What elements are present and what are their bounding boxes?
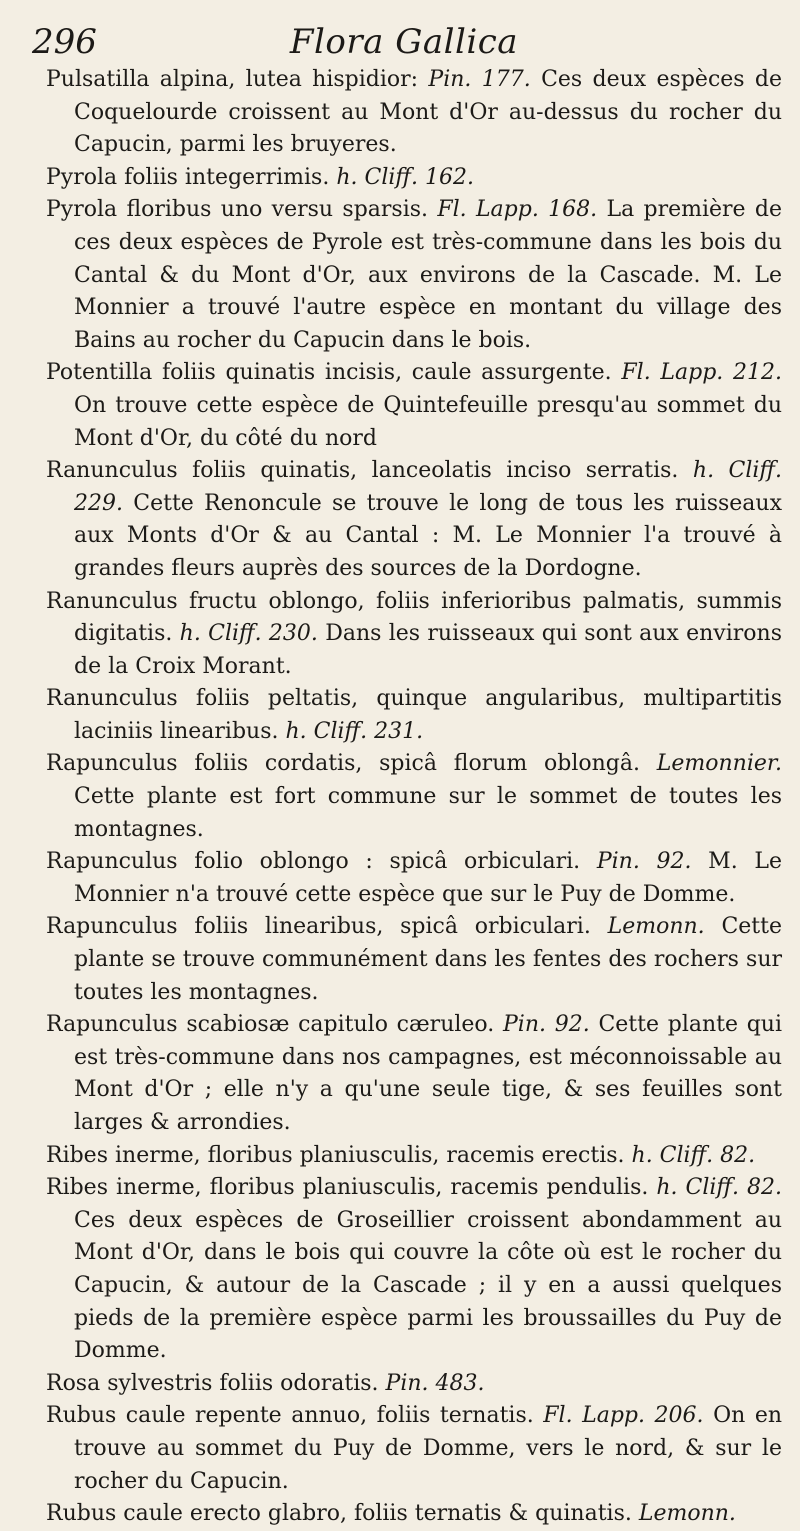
description: M. Le Monnier n'a trouvé cette espèce que sur le Puy de Domme. <box>74 849 782 907</box>
description: Cette plante est fort commune sur le sommet de toutes les montagnes. <box>74 784 782 842</box>
reference: Pin. 483. <box>385 1370 485 1396</box>
plant-name: Ribes inerme, floribus planiusculis, racemis erectis. <box>46 1142 625 1168</box>
description: Cette plante se trouve communément dans les fentes des rochers sur toutes les montagnes. <box>74 914 782 1005</box>
plant-name: Rapunculus foliis cordatis, spicâ florum oblongâ. <box>46 751 640 777</box>
plant-name: Pyrola foliis integerrimis. <box>46 164 330 190</box>
reference: h. Cliff. 82. <box>631 1142 756 1168</box>
description: Dans les ruisseaux qui sont aux environs de la Croix Morant. <box>74 621 782 679</box>
description: Cette plante qui est très-commune dans nos campagnes, est méconnoissable au Mont d'Or ; elle n'y a qu'une seule tige, & ses feuilles sont larges & arrondies. <box>74 1012 783 1135</box>
plant-name: Pulsatilla alpina, lutea hispidior: <box>46 67 419 92</box>
description: Cette Renoncule se trouve le long de tous les ruisseaux aux Monts d'Or & au Cantal : M. Le Monnier l'a trouvé à grandes fleurs auprès des sources de la Dordogne. <box>74 490 782 581</box>
reference: Lemonnier. <box>656 751 782 777</box>
list-item <box>46 846 782 911</box>
reference: Lemonn. <box>607 914 705 940</box>
list-item <box>46 683 782 748</box>
description: On en trouve au sommet du Puy de Domme, vers le nord, & sur le rocher du Capucin. <box>74 1403 783 1494</box>
page-number: 296 <box>32 22 97 62</box>
description: Ces deux espèces de Coquelourde croissent au Mont d'Or au-dessus du rocher du Capucin, parmi les bruyeres. <box>74 67 782 158</box>
description: Ces deux espèces de Groseillier croissent abondamment au Mont d'Or, dans le bois qui couvre la côte où est le rocher du Capucin, & autour de la Cascade ; il y en a aussi quelques pieds de la première espèce parmi les broussailles du Puy de Domme. <box>74 1207 782 1364</box>
reference: Fl. Lapp. 206. <box>543 1403 704 1429</box>
description: La première de ces deux espèces de Pyrole est très-commune dans les bois du Cantal & du Mont d'Or, aux environs de la Cascade. M. Le Monnier a trouvé l'autre espèce en montant du village des Bains au rocher du Capucin dans le bois. <box>74 197 782 353</box>
reference: Pin. 92. <box>596 849 692 875</box>
list-item <box>46 1140 782 1173</box>
list-item <box>46 586 782 684</box>
running-title: Flora Gallica <box>289 22 519 62</box>
plant-name: Rapunculus scabiosæ capitulo cæruleo. <box>46 1012 495 1038</box>
list-item <box>46 455 782 585</box>
list-item <box>46 1009 782 1139</box>
plant-name: Ranunculus fructu oblongo, foliis inferioribus palmatis, summis digitatis. <box>46 588 782 647</box>
list-item <box>46 1172 782 1368</box>
reference: Lemonn. <box>638 1501 736 1527</box>
plant-name: Rubus caule erecto glabro, foliis ternatis & quinatis. <box>46 1501 632 1527</box>
list-item <box>46 911 782 1009</box>
list-item <box>46 64 782 162</box>
list-item <box>46 194 782 357</box>
plant-name: Rosa sylvestris foliis odoratis. <box>46 1370 379 1396</box>
list-item <box>46 1368 782 1401</box>
reference: Fl. Lapp. 168. <box>437 197 598 223</box>
plant-name: Rapunculus folio oblongo : spicâ orbiculari. <box>46 849 581 875</box>
plant-name: Rubus caule repente annuo, foliis ternatis. <box>46 1403 534 1429</box>
reference: h. Cliff. 229. <box>74 458 783 516</box>
reference: h. Cliff. 231. <box>285 718 424 744</box>
reference: h. Cliff. 230. <box>179 621 318 647</box>
reference: Fl. Lapp. 212. <box>621 360 782 386</box>
description: On trouve cette espèce de Quintefeuille presqu'au sommet du Mont d'Or, du côté du nord <box>74 392 782 451</box>
plant-name: Ribes inerme, floribus planiusculis, racemis pendulis. <box>46 1175 649 1201</box>
plant-name: Potentilla foliis quinatis incisis, caule assurgente. <box>46 360 612 386</box>
list-item <box>46 357 782 455</box>
reference: Pin. 92. <box>503 1012 590 1038</box>
reference: h. Cliff. 162. <box>336 164 474 190</box>
plant-name: Rapunculus foliis linearibus, spicâ orbiculari. <box>46 914 591 940</box>
reference: h. Cliff. 82. <box>656 1175 782 1201</box>
list-item <box>46 162 782 195</box>
plant-name: Ranunculus foliis quinatis, lanceolatis inciso serratis. <box>46 458 679 484</box>
entry-list <box>46 64 782 1531</box>
plant-name: Ranunculus foliis peltatis, quinque angularibus, multipartitis laciniis linearibus. <box>46 686 782 744</box>
list-item <box>46 748 782 846</box>
reference: Pin. 177. <box>428 67 531 92</box>
list-item <box>46 1498 782 1531</box>
list-item <box>46 1400 782 1498</box>
plant-name: Pyrola floribus uno versu sparsis. <box>46 197 429 223</box>
